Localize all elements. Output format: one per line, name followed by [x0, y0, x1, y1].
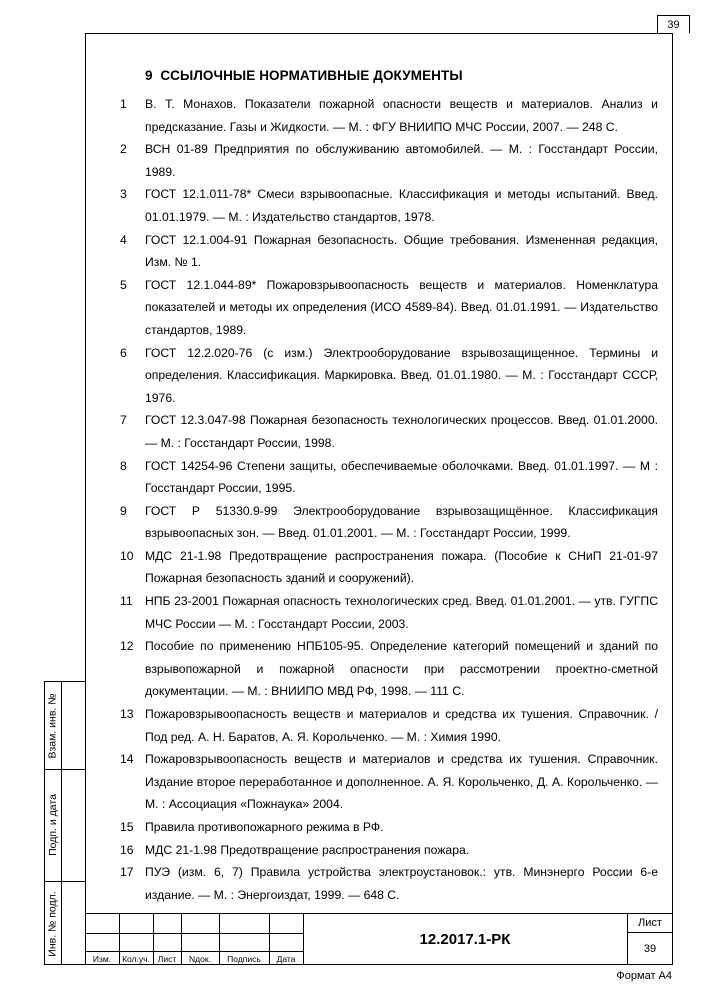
sheet-number: 39: [643, 943, 657, 955]
reference-number: 6: [120, 345, 127, 360]
reference-item: [120, 500, 658, 545]
reference-number: 7: [120, 413, 127, 428]
side-label-sign-date: Подп. и дата: [47, 794, 60, 856]
reference-item: [120, 274, 658, 342]
reference-number: 5: [120, 277, 127, 292]
document-code: 12.2017.1-РК: [419, 931, 511, 948]
reference-text: В. Т. Монахов. Показатели пожарной опасности веществ и материалов. Анализ и предсказание. Газы и Жидкости. — М. : ФГУ ВНИИПО МЧС России, 2007. — 248 С.: [145, 97, 658, 134]
reference-number: 11: [120, 594, 133, 609]
reference-list: [120, 93, 658, 906]
reference-item: [120, 138, 658, 183]
reference-item: [120, 409, 658, 454]
reference-text: ГОСТ 14254-96 Степени защиты, обеспечиваемые оболочками. Введ. 01.01.1997. — М : Госстандарт России, 1995.: [145, 458, 658, 496]
col-kol-uch: Кол.уч.: [122, 954, 150, 964]
format-label: Формат А4: [616, 970, 672, 982]
reference-number: 1: [120, 97, 127, 111]
reference-text: Пособие по применению НПБ105-95. Определение категорий помещений и зданий по взрывопожарной и пожарной опасности при рассмотрении проектно-сметной документации. — М. : ВНИИПО МВД РФ, 1998. — 111 С.: [145, 639, 658, 699]
section-number: 9: [145, 68, 153, 83]
reference-number: 9: [120, 503, 127, 518]
reference-item: [120, 839, 658, 862]
section-heading: [145, 68, 463, 83]
sheet-label: Лист: [638, 917, 662, 929]
reference-number: 2: [120, 142, 127, 157]
reference-text: ГОСТ 12.1.004-91 Пожарная безопасность. Общие требования. Измененная редакция, Изм. № 1.: [145, 232, 658, 270]
reference-item: [120, 183, 658, 228]
reference-text: ПУЭ (изм. 6, 7) Правила устройства электроустановок.: утв. Минэнерго России 6-е издание. — М. : Энергоиздат, 1999. — 648 С.: [145, 865, 658, 902]
reference-item: [120, 455, 658, 500]
reference-text: НПБ 23-2001 Пожарная опасность технологических сред. Введ. 01.01.2001. — утв. ГУГПС МЧС России — М. : Госстандарт России, 2003.: [145, 594, 658, 631]
side-label-replace-inv: Взам. инв. №: [47, 692, 59, 759]
reference-text: ГОСТ 12.1.044-89* Пожаровзрывоопасность веществ и материалов. Номенклатура показателей и методы их определения (ИСО 4589-84). Введ. 01.01.1991. — Издательство стандартов, 1989.: [145, 277, 658, 337]
reference-text: Пожаровзрывоопасность веществ и материалов и средства их тушения. Справочник. / Под ред. А. Н. Баратов, А. Я. Корольченко. — М. : Химия 1990.: [145, 707, 658, 744]
reference-text: ГОСТ 12.3.047-98 Пожарная безопасность технологических процессов. Введ. 01.01.2000. — М. : Госстандарт России, 1998.: [145, 413, 658, 450]
col-ndok: Nдок.: [189, 954, 211, 964]
reference-number: 8: [120, 458, 127, 473]
side-stamp-strip: [44, 681, 85, 965]
reference-text: ГОСТ 12.2.020-76 (с изм.) Электрооборудование взрывозащищенное. Термины и определения. Классификация. Маркировка. Введ. 01.01.1980. — М. : Госстандарт СССР, 1976.: [145, 345, 658, 405]
section-title: ССЫЛОЧНЫЕ НОРМАТИВНЫЕ ДОКУМЕНТЫ: [160, 68, 463, 83]
reference-text: ГОСТ 12.1.011-78* Смеси взрывоопасные. Классификация и методы испытаний. Введ. 01.01.1979. — М. : Издательство стандартов, 1978.: [145, 187, 658, 224]
reference-text: Пожаровзрывоопасность веществ и материалов и средства их тушения. Справочник. Издание второе переработанное и дополненное. А. Я. Корольченко, Д. А. Корольченко. — М. : Ассоциация «Пожнаука» 2004.: [145, 752, 658, 812]
reference-text: Правила противопожарного режима в РФ.: [145, 820, 384, 834]
corner-page-number: 39: [657, 15, 690, 33]
reference-item: [120, 229, 658, 274]
col-izm: Изм.: [92, 954, 112, 964]
reference-text: МДС 21-1.98 Предотвращение распространения пожара. (Пособие к СНиП 21-01-97 Пожарная безопасность зданий и сооружений).: [145, 548, 658, 586]
reference-text: МДС 21-1.98 Предотвращение распространения пожара.: [145, 842, 470, 857]
reference-number: 10: [120, 548, 134, 563]
reference-number: 14: [120, 752, 134, 767]
reference-text: ГОСТ Р 51330.9-99 Электрооборудование взрывозащищённое. Классификация взрывоопасных зон. — Введ. 01.01.2001. — М. : Госстандарт России, 1999.: [145, 503, 658, 541]
reference-item: [120, 861, 658, 906]
reference-text: ВСН 01-89 Предприятия по обслуживанию автомобилей. — М. : Госстандарт России, 1989.: [145, 142, 658, 179]
col-data: Дата: [276, 954, 296, 964]
reference-number: 16: [120, 842, 134, 857]
reference-item: [120, 816, 658, 839]
reference-number: 12: [120, 639, 134, 654]
reference-item: [120, 545, 658, 590]
col-list: Лист: [157, 954, 177, 964]
reference-item: [120, 342, 658, 410]
reference-item: [120, 748, 658, 816]
reference-item: [120, 590, 658, 635]
reference-number: 3: [120, 187, 127, 202]
reference-item: [120, 703, 658, 748]
reference-number: 13: [120, 707, 134, 722]
reference-number: 15: [120, 820, 134, 834]
side-label-orig-inv: Инв. № подл.: [47, 890, 59, 957]
reference-item: [120, 635, 658, 703]
reference-number: 4: [120, 232, 127, 247]
col-podpis: Подпись: [227, 954, 261, 964]
title-block: [85, 913, 673, 965]
reference-number: 17: [120, 865, 134, 880]
reference-item: [120, 93, 658, 138]
